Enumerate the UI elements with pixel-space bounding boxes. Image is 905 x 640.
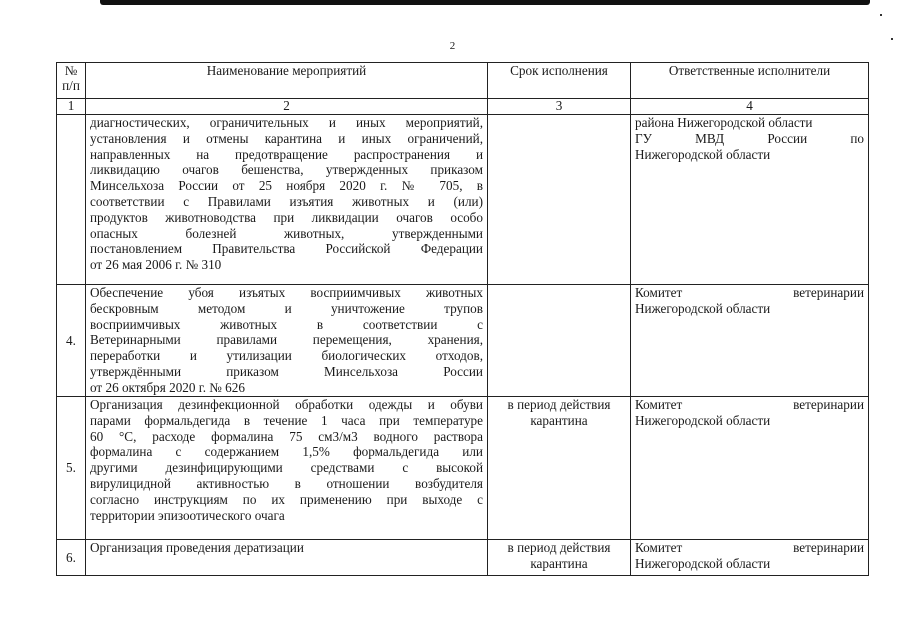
measure-name-line: 60 °С, расходе формалина 75 см3/м3 водного раствора bbox=[90, 428, 483, 444]
measure-name-line: территории эпизоотического очага bbox=[90, 507, 285, 523]
responsible-executors-line: района Нижегородской области bbox=[635, 115, 813, 130]
column-index: 3 bbox=[488, 99, 631, 115]
table-row bbox=[57, 285, 869, 397]
measure-name-line: соответствии с Правилами изъятия животных и (или) bbox=[90, 193, 483, 209]
execution-term bbox=[488, 285, 631, 397]
column-index: 2 bbox=[86, 99, 488, 115]
column-index: 1 bbox=[57, 99, 86, 115]
measure-name-line: ликвидацию очагов бешенства, утвержденных приказом bbox=[90, 162, 483, 178]
measure-name-line: Минсельхоза России от 25 ноября 2020 г. № 705, в bbox=[90, 178, 483, 194]
responsible-executors-line: Нижегородской области bbox=[635, 412, 771, 428]
execution-term bbox=[488, 540, 631, 576]
table-row bbox=[57, 540, 869, 576]
responsible-executors-line: Комитет ветеринарии bbox=[635, 285, 864, 300]
execution-term-line: в период действия bbox=[507, 540, 611, 555]
header-col-term: Срок исполнения bbox=[488, 63, 631, 99]
measure-name-line: утверждёнными приказом Минсельхоза России bbox=[90, 363, 483, 379]
header-col-num-line: № bbox=[64, 63, 78, 78]
execution-term-line: карантина bbox=[530, 555, 588, 571]
scan-speck bbox=[880, 14, 882, 16]
measure-name-line: парами формальдегида в течение 1 часа при температуре bbox=[90, 412, 483, 428]
measure-name-line: направленных на предотвращение распространения и bbox=[90, 146, 483, 162]
responsible-executors bbox=[631, 115, 869, 285]
measure-name-line: формалина с содержанием 1,5% формальдегида или bbox=[90, 444, 483, 460]
measure-name-line: переработки и утилизации биологических отходов, bbox=[90, 348, 483, 364]
execution-term-line: в период действия bbox=[507, 397, 611, 412]
responsible-executors-line: Комитет ветеринарии bbox=[635, 540, 864, 555]
responsible-executors-line: Нижегородской области bbox=[635, 300, 771, 316]
measure-name bbox=[86, 540, 488, 576]
row-number: 4. bbox=[57, 285, 86, 397]
measure-name-line: Ветеринарными правилами перемещения, хранения, bbox=[90, 332, 483, 348]
responsible-executors-line: ГУ МВД России по bbox=[635, 130, 864, 146]
execution-term-line: карантина bbox=[530, 412, 588, 428]
column-index-row bbox=[57, 99, 869, 115]
measure-name-line: опасных болезней животных, утвержденными bbox=[90, 225, 483, 241]
measure-name-line: постановлением Правительства Российской Федерации bbox=[90, 241, 483, 257]
measure-name-line: Обеспечение убоя изъятых восприимчивых животных bbox=[90, 285, 483, 300]
responsible-executors-line: Комитет ветеринарии bbox=[635, 397, 864, 412]
responsible-executors bbox=[631, 540, 869, 576]
measure-name-line: установления и отмены карантина и иных ограничений, bbox=[90, 130, 483, 146]
measure-name-line: продуктов животноводства при ликвидации очагов особо bbox=[90, 209, 483, 225]
measure-name-line: Организация проведения дератизации bbox=[90, 540, 304, 555]
measures-table bbox=[56, 62, 869, 576]
measure-name-line: Организация дезинфекционной обработки одежды и обуви bbox=[90, 397, 483, 412]
responsible-executors-line: Нижегородской области bbox=[635, 146, 771, 162]
table-header-row bbox=[57, 63, 869, 99]
measure-name-line: восприимчивых животных в соответствии с bbox=[90, 316, 483, 332]
execution-term bbox=[488, 115, 631, 285]
header-col-num bbox=[57, 63, 86, 99]
measure-name bbox=[86, 397, 488, 540]
table-row bbox=[57, 397, 869, 540]
responsible-executors bbox=[631, 397, 869, 540]
measure-name-line: от 26 октября 2020 г. № 626 bbox=[90, 379, 245, 395]
page-number: 2 bbox=[449, 40, 456, 52]
responsible-executors bbox=[631, 285, 869, 397]
measure-name-line: диагностических, ограничительных и иных мероприятий, bbox=[90, 115, 483, 130]
header-col-name: Наименование мероприятий bbox=[86, 63, 488, 99]
row-number: 5. bbox=[57, 397, 86, 540]
measure-name-line: вирулицидной активностью в отношении возбудителя bbox=[90, 475, 483, 491]
execution-term bbox=[488, 397, 631, 540]
row-number bbox=[57, 115, 86, 285]
column-index: 4 bbox=[631, 99, 869, 115]
measure-name bbox=[86, 115, 488, 285]
measure-name-line: согласно инструкциям по их применению при выходе с bbox=[90, 491, 483, 507]
row-number: 6. bbox=[57, 540, 86, 576]
measure-name-line: другими дезинфицирующими средствами с высокой bbox=[90, 460, 483, 476]
measure-name-line: от 26 мая 2006 г. № 310 bbox=[90, 257, 222, 273]
header-col-resp: Ответственные исполнители bbox=[631, 63, 869, 99]
header-col-num-line: п/п bbox=[62, 78, 80, 93]
measure-name bbox=[86, 285, 488, 397]
table-row bbox=[57, 115, 869, 285]
responsible-executors-line: Нижегородской области bbox=[635, 555, 771, 571]
top-scan-rule bbox=[100, 0, 870, 5]
measure-name-line: бескровным методом и уничтожение трупов bbox=[90, 300, 483, 316]
